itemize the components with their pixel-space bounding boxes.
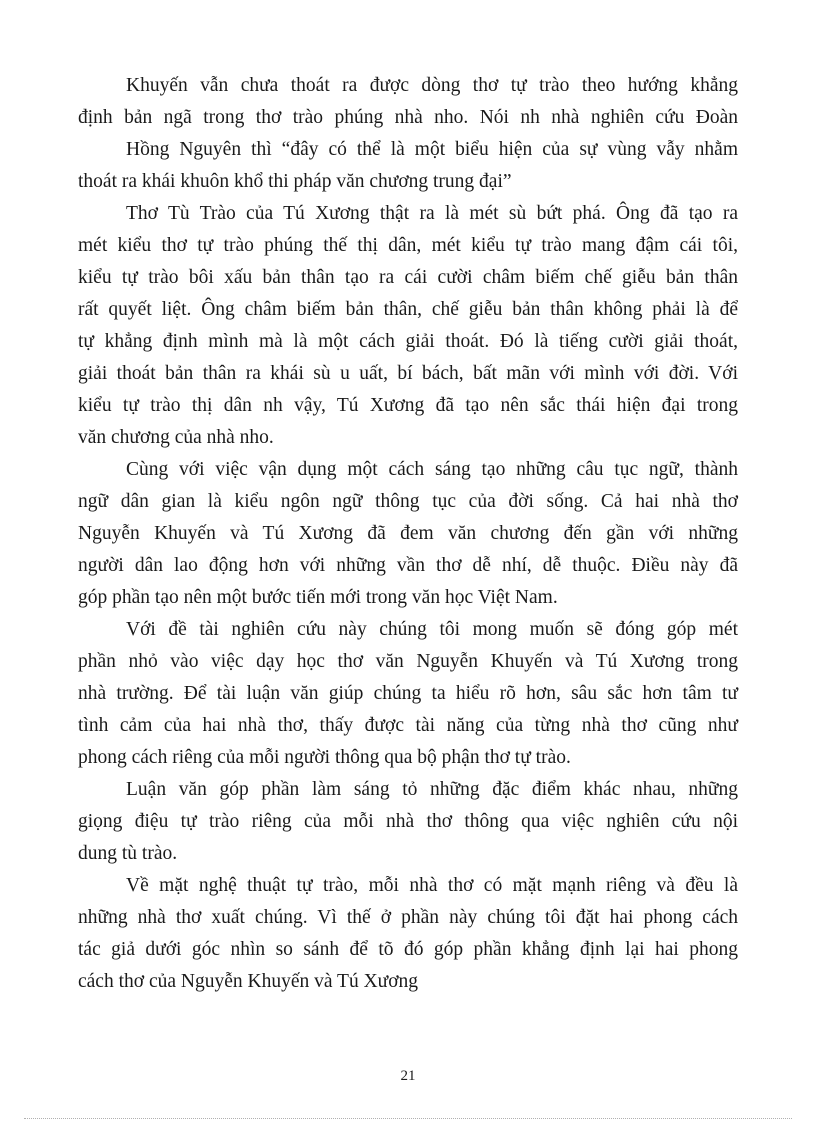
text-line: phong cách riêng của mỗi người thông qua bộ phận thơ tự trào. <box>78 747 571 768</box>
text-line: Thơ Tù Trào của Tú Xương thật ra là mét sù bứt phá. Ông đã tạo ra <box>126 203 738 224</box>
text-line: những nhà thơ xuất chúng. Vì thế ở phần này chúng tôi đặt hai phong cách <box>78 907 738 928</box>
text-line: định bản ngã trong thơ trào phúng nhà nho. Nói nh nhà nghiên cứu Đoàn <box>78 107 738 128</box>
text-line: thoát ra khái khuôn khổ thi pháp văn chương trung đại” <box>78 171 512 192</box>
text-line: kiểu tự trào thị dân nh vậy, Tú Xương đã tạo nên sắc thái hiện đại trong <box>78 395 738 416</box>
text-line: Khuyến vẫn chưa thoát ra được dòng thơ tự trào theo hướng khẳng <box>126 75 738 96</box>
text-line: tự khẳng định mình mà là một cách giải thoát. Đó là tiếng cười giải thoát, <box>78 331 738 352</box>
text-line: mét kiểu thơ tự trào phúng thế thị dân, mét kiểu tự trào mang đậm cái tôi, <box>78 235 738 256</box>
text-line: phần nhỏ vào việc dạy học thơ văn Nguyễn Khuyến và Tú Xương trong <box>78 651 738 672</box>
text-line: nhà trường. Để tài luận văn giúp chúng ta hiểu rõ hơn, sâu sắc hơn tâm tư <box>78 683 738 704</box>
text-line: dung tù trào. <box>78 843 178 864</box>
text-line: ngữ dân gian là kiểu ngôn ngữ thông tục của đời sống. Cả hai nhà thơ <box>78 491 738 512</box>
text-line: Hồng Nguyên thì “đây có thể là một biểu hiện của sự vùng vẫy nhằm <box>126 139 738 160</box>
text-line: Với đề tài nghiên cứu này chúng tôi mong muốn sẽ đóng góp mét <box>126 619 738 640</box>
text-line: Luận văn góp phần làm sáng tỏ những đặc điểm khác nhau, những <box>126 779 738 800</box>
text-line: rất quyết liệt. Ông châm biếm bản thân, chế giễu bản thân không phải là để <box>78 299 738 320</box>
text-line: tác giả dưới góc nhìn so sánh để tõ đó góp phần khẳng định lại hai phong <box>78 939 738 960</box>
page-bottom-divider <box>24 1118 792 1119</box>
text-line: giọng điệu tự trào riêng của mỗi nhà thơ thông qua việc nghiên cứu nội <box>78 811 738 832</box>
text-line: tình cảm của hai nhà thơ, thấy được tài năng của từng nhà thơ cũng như <box>78 715 738 736</box>
text-line: góp phần tạo nên một bước tiến mới trong văn học Việt Nam. <box>78 587 558 608</box>
text-line: người dân lao động hơn với những vần thơ dễ nhí, dễ thuộc. Điều này đã <box>78 555 738 576</box>
page-number: 21 <box>400 1068 416 1084</box>
text-line: kiểu tự trào bôi xấu bản thân tạo ra cái cười châm biếm chế giễu bản thân <box>78 267 738 288</box>
text-line: giải thoát bản thân ra khái sù u uất, bí bách, bất mãn với mình với đời. Với <box>78 363 738 384</box>
text-line: văn chương của nhà nho. <box>78 427 274 448</box>
text-line: cách thơ của Nguyễn Khuyến và Tú Xương <box>78 971 419 992</box>
text-line: Cùng với việc vận dụng một cách sáng tạo những câu tục ngữ, thành <box>126 459 738 480</box>
document-body <box>78 70 738 998</box>
text-line: Nguyễn Khuyến và Tú Xương đã đem văn chương đến gần với những <box>78 523 738 544</box>
text-line: Về mặt nghệ thuật tự trào, mỗi nhà thơ có mặt mạnh riêng và đều là <box>126 875 738 896</box>
